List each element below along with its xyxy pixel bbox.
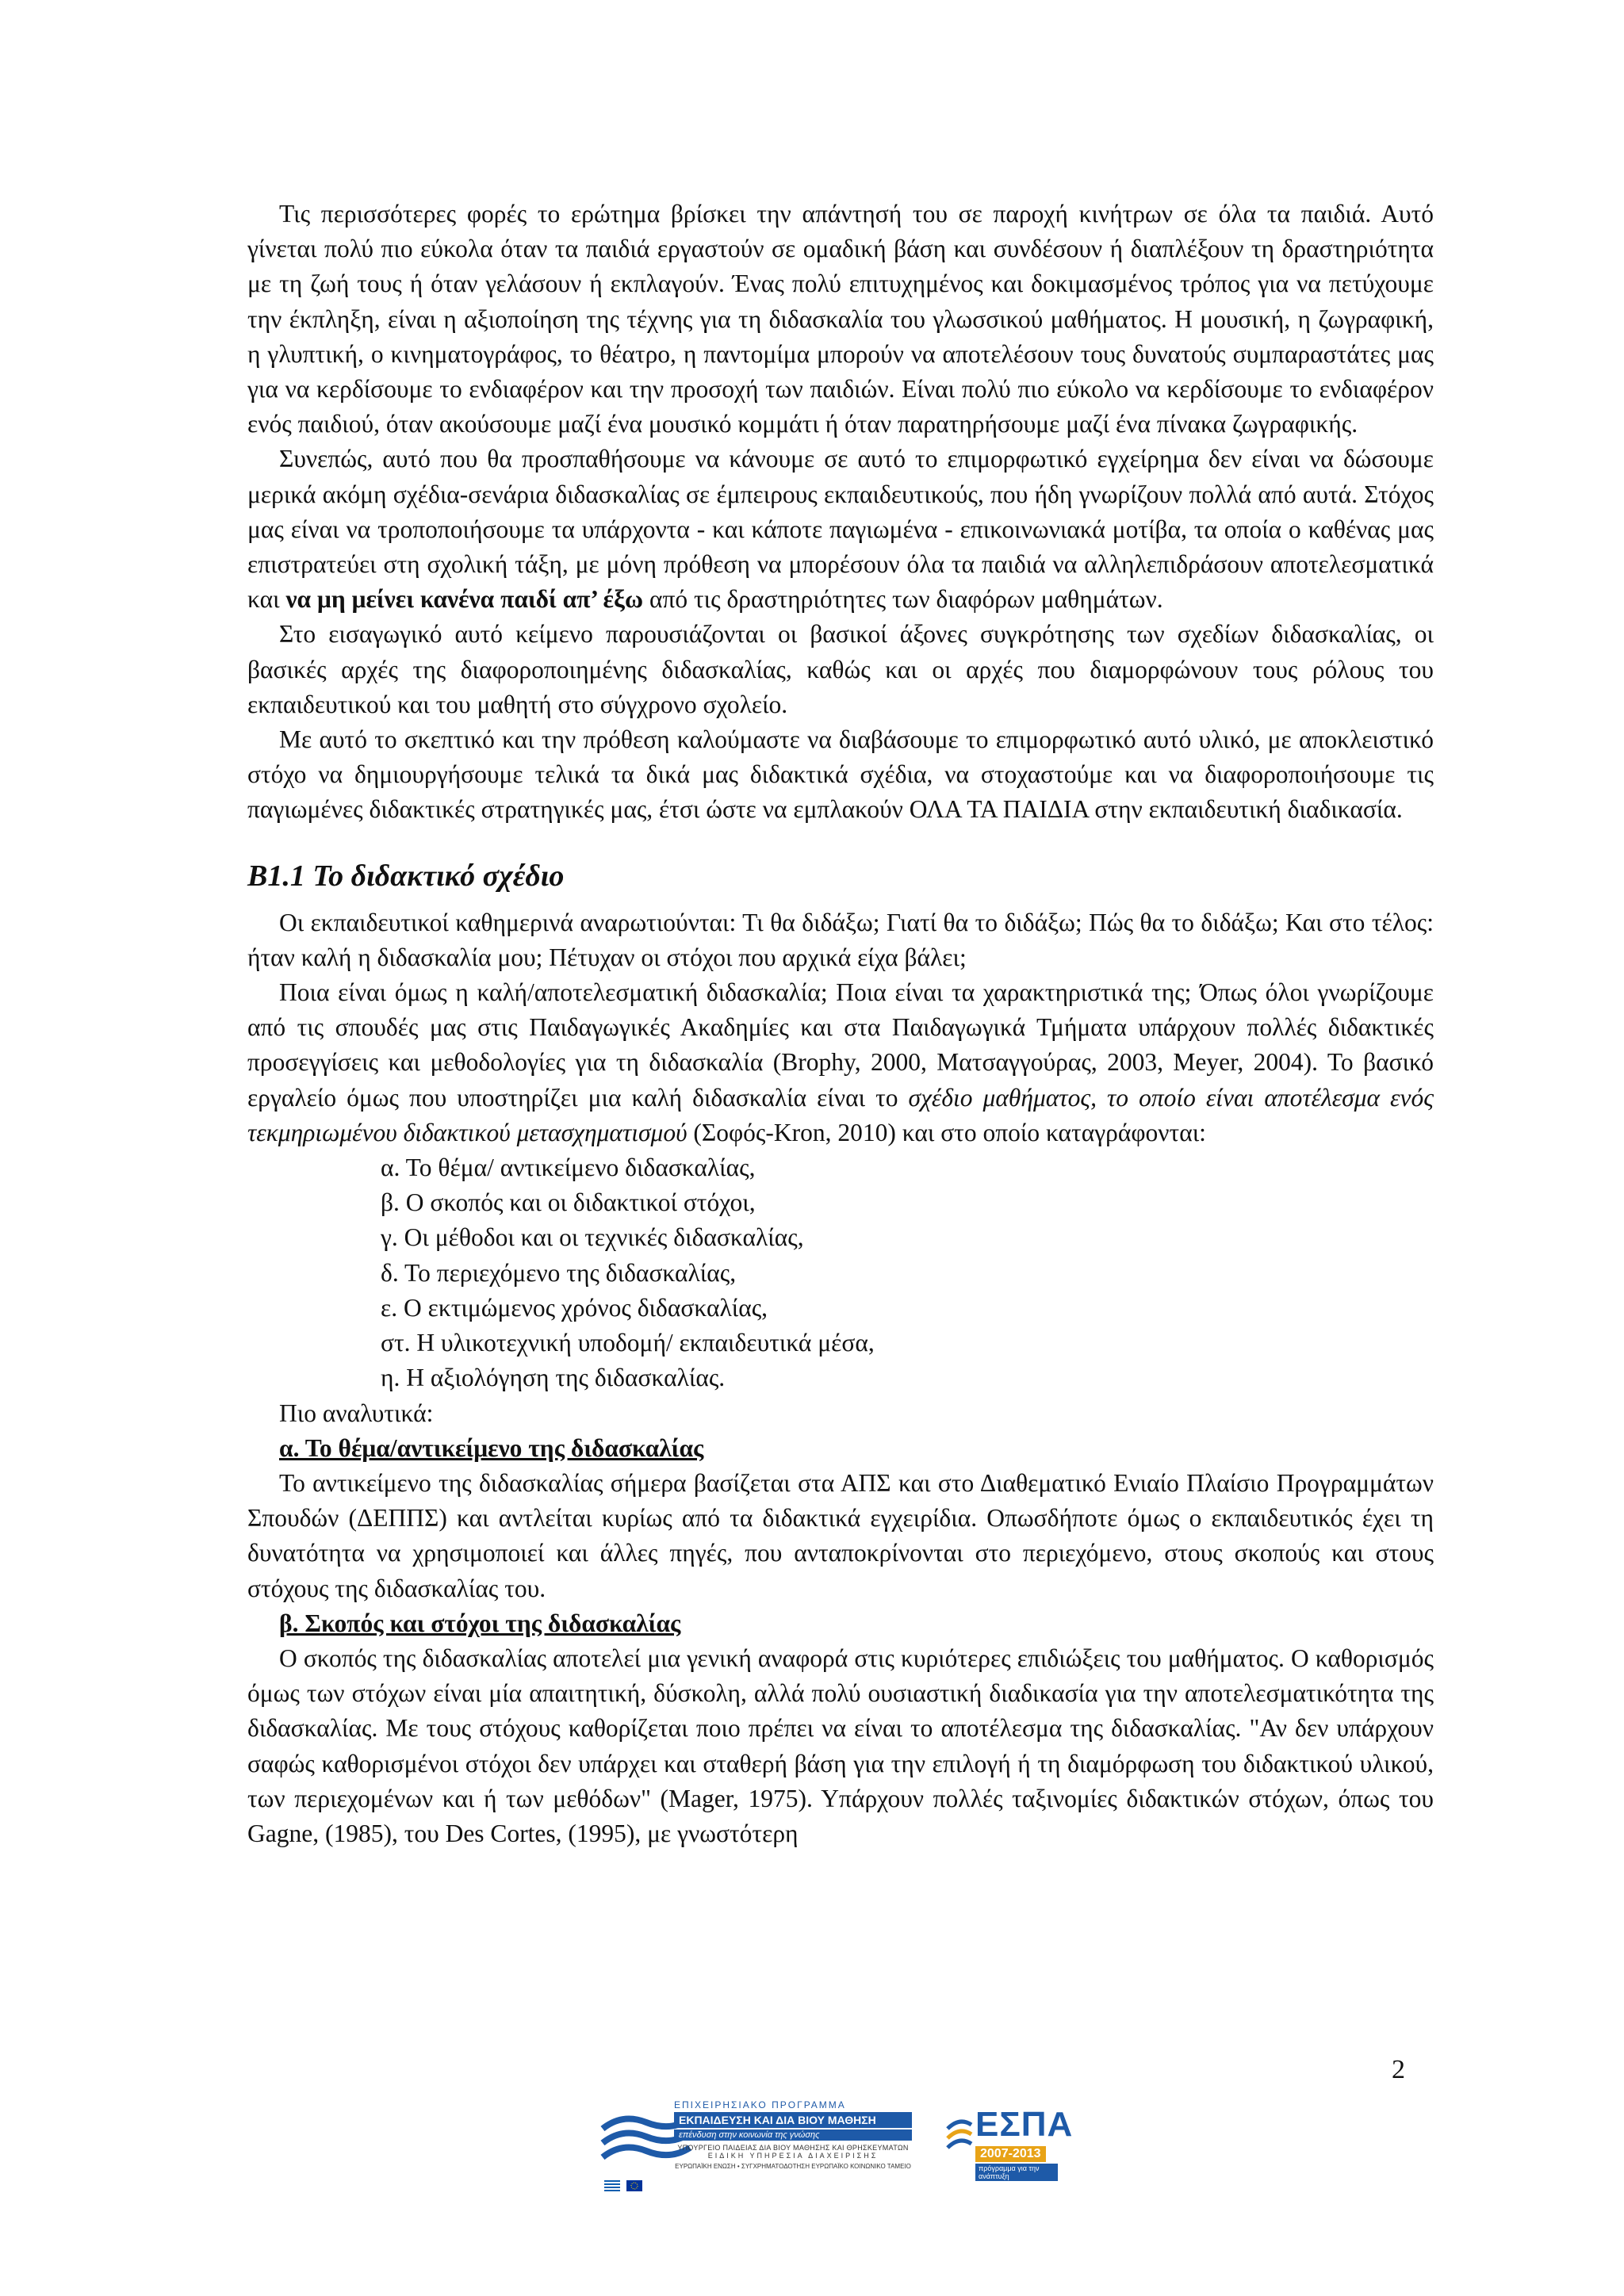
program-logo-text [674, 2099, 912, 2170]
list-item: στ. Η υλικοτεχνική υποδομή/ εκπαιδευτικά μέσα, [381, 1329, 875, 1357]
program-label: ΕΠΙΧΕΙΡΗΣΙΑΚΟ ΠΡΟΓΡΑΜΜΑ [674, 2099, 846, 2110]
paragraph-topic: Το αντικείμενο της διδασκαλίας σήμερα βασίζεται στα ΑΠΣ και στο Διαθεματικό Ενιαίο Πλαίσιο Προγραμμάτων Σπουδών (ΔΕΠΠΣ) και αντλείται κυρίως από τα διδακτικά εγχειρίδια. Οπωσδήποτε όμως ο εκπαιδευτικός έχει τη δυνατότητα να χρησιμοποιεί και άλλες πηγές, που ανταποκρίνονται στο περιεχόμενο, στους σκοπούς και στους στόχους της διδασκαλίας του. [247, 1468, 1434, 1602]
subheading-goals: β. Σκοπός και στόχοι της διδασκαλίας [279, 1609, 681, 1637]
paragraph-reading: Με αυτό το σκεπτικό και την πρόθεση καλούμαστε να διαβάσουμε το επιμορφωτικό αυτό υλικό, με αποκλειστικό στόχο να δημιουργήσουμε τελικά τα δικά μας διδακτικά σχέδια, να στοχαστούμε και να διαφοροποιήσουμε τις παγιωμένες διδακτικές στρατηγικές μας, έτσι ώστε να εμπλακούν ΟΛΑ ΤΑ ΠΑΙΔΙΑ στην εκπαιδευτική διαδικασία. [247, 725, 1434, 824]
program-slogan: επένδυση στην κοινωνία της γνώσης [674, 2130, 912, 2141]
paragraph-purpose-bold: να μη μείνει κανένα παιδί απ’ έξω [285, 585, 644, 614]
paragraph-purpose [247, 442, 1434, 617]
paragraph-intro-text: Στο εισαγωγικό αυτό κείμενο παρουσιάζονται οι βασικοί άξονες συγκρότησης των σχεδίων διδασκαλίας, οι βασικές αρχές της διαφοροποιημένης διδασκαλίας, καθώς και οι αρχές που διαμορφώνουν τους ρόλους του εκπαιδευτικού και του μαθητή στο σύγχρονο σχολείο. [247, 620, 1434, 718]
more-detail-label: Πιο αναλυτικά: [279, 1399, 434, 1427]
paragraph-lesson-plan-text: Ποια είναι όμως η καλή/αποτελεσματική διδασκαλία; Ποια είναι τα χαρακτηριστικά της; Όπως όλοι γνωρίζουμε από τις σπουδές μας στις Παιδαγωγικές Ακαδημίες και στα Παιδαγωγικά Τμήματα υπάρχουν πολλές διδακτικές προσεγγίσεις και μεθοδολογίες για τη διδασκαλία (Brophy, 2000, Ματσαγγούρας, 2003, Meyer, 2004). Το βασικό εργαλείο όμως που υποστηρίζει μια καλή διδασκαλία είναι το [247, 978, 1434, 1112]
paragraph-purpose-end: από τις δραστηριότητες των διαφόρων μαθημάτων. [643, 585, 1163, 614]
espa-subtitle: πρόγραμμα για την ανάπτυξη [975, 2164, 1058, 2181]
program-name: ΕΚΠΑΙΔΕΥΣΗ ΚΑΙ ΔΙΑ ΒΙΟΥ ΜΑΘΗΣΗ [674, 2112, 912, 2128]
eu-funding-note: ΕΥΡΩΠΑΪΚΗ ΕΝΩΣΗ • ΣΥΓΧΡΗΜΑΤΟΔΟΤΗΣΗ ΕΥΡΩΠΑΪΚΟ ΚΟΙΝΩΝΙΚΟ ΤΑΜΕΙΟ [675, 2163, 911, 2170]
paragraph-motivation: Τις περισσότερες φορές το ερώτημα βρίσκει την απάντησή του σε παροχή κινήτρων σε όλα τα παιδιά. Αυτό γίνεται πολύ πιο εύκολα όταν τα παιδιά εργαστούν σε ομαδική βάση και συνδέσουν ή διαπλέξουν τη δραστηριότητα με τη ζωή τους ή όταν γελάσουν ή εκπλαγούν. Ένας πολύ επιτυχημένος και δοκιμασμένος τρόπος για να πετύχουμε την έκπληξη, είναι η αξιοποίηση της τέχνης για τη διδασκαλία του γλωσσικού μαθήματος. Η μουσική, η ζωγραφική, η γλυπτική, ο κινηματογράφος, το θέατρο, η παντομίμα μπορούν να αποτελέσουν τους δυνατούς συμπαραστάτες μας για να κερδίσουμε το ενδιαφέρον και την προσοχή των παιδιών. Είναι πολύ πιο εύκολο να κερδίσουμε το ενδιαφέρον ενός παιδιού, όταν ακούσουμε μαζί ένα μουσικό κομμάτι ή όταν παρατηρήσουμε μαζί ένα πίνακα ζωγραφικής. [247, 200, 1434, 438]
subheading-topic: α. Το θέμα/αντικείμενο της διδασκαλίας [279, 1433, 704, 1462]
list-item: η. Η αξιολόγηση της διδασκαλίας. [381, 1364, 726, 1392]
ministry-name: ΥΠΟΥΡΓΕΙΟ ΠΑΙΔΕΙΑΣ ΔΙΑ ΒΙΟΥ ΜΑΘΗΣΗΣ ΚΑΙ ΘΡΗΣΚΕΥΜΑΤΩΝ [677, 2144, 909, 2152]
paragraph-goals: Ο σκοπός της διδασκαλίας αποτελεί μια γενική αναφορά στις κυριότερες επιδιώξεις του μαθήματος. Ο καθορισμός όμως των στόχων είναι μία απαιτητική, δύσκολη, αλλά πολύ ουσιαστική διαδικασία για την αποτελεσματικότητα της διδασκαλίας. Με τους στόχους καθορίζεται ποιο πρέπει να είναι το αποτέλεσμα της διδασκαλίας. "Αν δεν υπάρχουν σαφώς καθορισμένοι στόχοι δεν υπάρχει και σταθερή βάση για την επιλογή ή τη διαμόρφωση του διδακτικού υλικού, των περιεχομένων και ή των μεθόδων" (Mager, 1975). Υπάρχουν πολλές ταξινομίες διδακτικών στόχων, όπως του Gagne, (1985), του Des Cortes, (1995), με γνωστότερη [247, 1644, 1434, 1847]
paragraph-purpose-text: Συνεπώς, αυτό που θα προσπαθήσουμε να κάνουμε σε αυτό το επιμορφωτικό εγχείρημα δεν είναι να δώσουμε μερικά ακόμη σχέδια-σενάρια διδασκαλίας σε έμπειρους εκπαιδευτικούς, που ήδη γνωρίζουν πολλά από αυτά. Στόχος μας είναι να τροποποιήσουμε τα υπάρχοντα - και κάποτε παγιωμένα - επικοινωνιακά μοτίβα, τα οποία ο καθένας μας επιστρατεύει στη σχολική τάξη, με μόνη πρόθεση να μπορέσουν όλα τα παιδιά να αλληλεπιδράσουν αποτελεσματικά και [247, 445, 1434, 614]
list-item: α. Το θέμα/ αντικείμενο διδασκαλίας, [381, 1154, 756, 1182]
paragraph-questions: Οι εκπαιδευτικοί καθημερινά αναρωτιούνται: Τι θα διδάξω; Γιατί θα το διδάξω; Πώς θα το διδάξω; Και στο τέλος: ήταν καλή η διδασκαλία μου; Πέτυχαν οι στόχοι που αρχικά είχα βάλει; [247, 908, 1434, 971]
list-item: β. Ο σκοπός και οι διδακτικοί στόχοι, [381, 1188, 756, 1217]
lesson-plan-list [247, 1150, 1434, 1395]
body-text [247, 197, 1434, 1851]
section-heading: Β1.1 Το διδακτικό σχέδιο [247, 859, 565, 893]
paragraph-lesson-plan-end: (Σοφός-Kron, 2010) και στο οποίο καταγράφονται: [687, 1118, 1206, 1146]
paragraph-lesson-plan-italic: σχέδιο μαθήματος, το οποίο είναι αποτέλεσμα ενός τεκμηριωμένου διδακτικού μετασχηματισμού [247, 1083, 1434, 1146]
list-item: δ. Το περιεχόμενο της διδασκαλίας, [381, 1258, 737, 1287]
flags-icon [604, 2180, 676, 2191]
paragraph-lesson-plan [247, 975, 1434, 1150]
espa-logo-text: ΕΣΠΑ [975, 2105, 1074, 2144]
page-number: 2 [1392, 2055, 1405, 2084]
espa-swirl-icon [944, 2113, 975, 2160]
list-item: ε. Ο εκτιμώμενος χρόνος διδασκαλίας, [381, 1293, 768, 1322]
agency-name: ΕΙΔΙΚΗ ΥΠΗΡΕΣΙΑ ΔΙΑΧΕΙΡΙΣΗΣ [707, 2152, 879, 2160]
espa-logo [944, 2105, 1074, 2192]
espa-years: 2007-2013 [975, 2146, 1046, 2162]
list-item: γ. Οι μέθοδοι και οι τεχνικές διδασκαλίας, [381, 1223, 804, 1252]
